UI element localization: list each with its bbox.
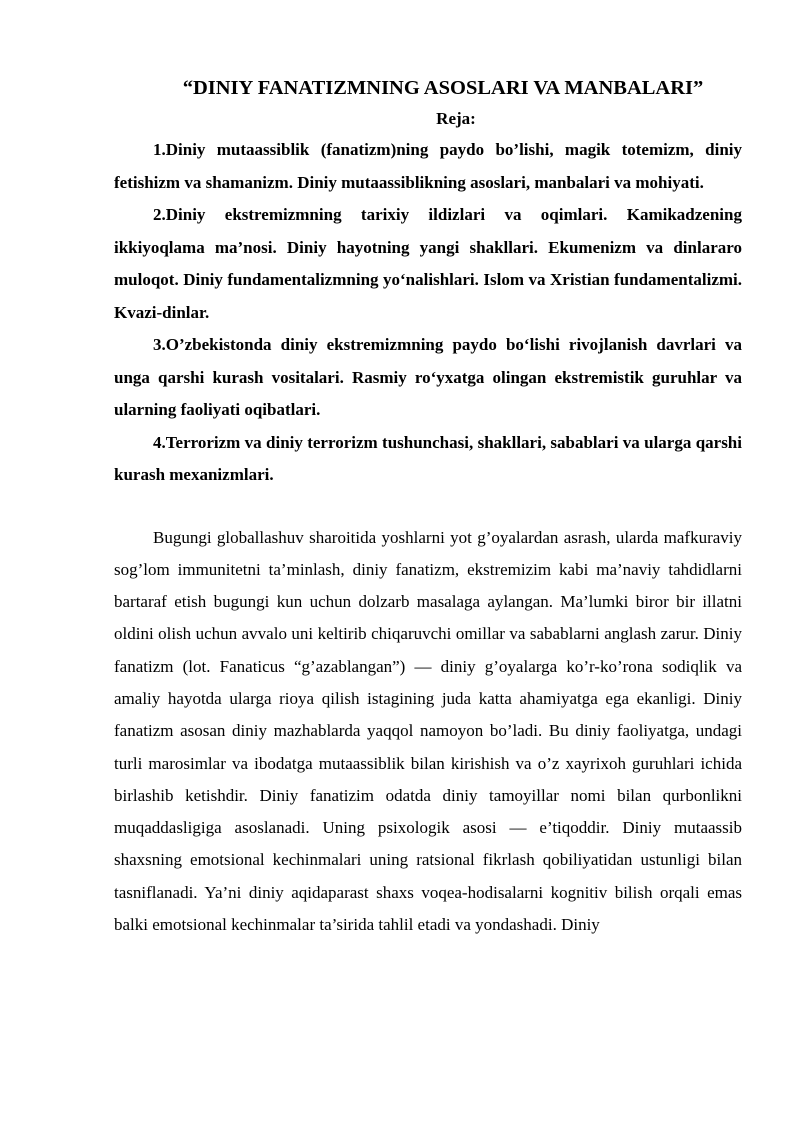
document-page	[114, 74, 742, 941]
plan-item: 1.Diniy mutaassiblik (fanatizm)ning paydo bo’lishi, magik totemizm, diniy fetishizm va shamanizm. Diniy mutaassiblikning asoslari, manbalari va mohiyati.	[114, 140, 742, 192]
document-title: “DINIY FANATIZMNING ASOSLARI VA MANBALARI”	[182, 77, 704, 99]
plan-item: 2.Diniy ekstremizmning tarixiy ildizlari va oqimlari. Kamikadzening ikkiyoqlama ma’nosi. Diniy hayotning yangi shakllari. Ekumenizm va dinlararo muloqot. Diniy fundamentalizmning yo‘nalishlari. Islom va Xristian fundamentalizmi. Kvazi-dinlar.	[114, 205, 742, 322]
plan-list	[114, 134, 742, 492]
body-paragraph: Bugungi globallashuv sharoitida yoshlarni yot g’oyalardan asrash, ularda mafkuraviy sog’lom immunitetni ta’minlash, diniy fanatizm, ekstremizim kabi ma’naviy tahdidlarni bartaraf etish bugungi kun uchun dolzarb masalaga aylangan. Ma’lumki biror bir illatni oldini olish uchun avvalo uni keltirib chiqaruvchi omillar va sabablarni anglash zarur. Diniy fanatizm (lot. Fanaticus “g’azablangan”) — diniy g’oyalarga ko’r-ko’rona sodiqlik va amaliy hayotda ularga rioya qilish istagining juda katta ahamiyatga ega ekanligi. Diniy fanatizm asosan diniy mazhablarda yaqqol namoyon bo’ladi. Bu diniy faoliyatga, undagi turli marosimlar va ibodatga mutaassiblik bilan kirishish va o’z xayrixoh guruhlari ichida birlashib ketishdir. Diniy fanatizim odatda diniy tamoyillar nomi bilan qurbonlikni muqaddasligiga asoslanadi. Uning psixologik asosi — e’tiqoddir. Diniy mutaassib shaxsning emotsional kechinmalari uning ratsional fikrlash qobiliyatidan ustunligi bilan tasniflanadi. Ya’ni diniy aqidaparast shaxs voqea-hodisalarni kognitiv bilish orqali emas balki emotsional kechinmalar ta’sirida tahlil etadi va yondashadi. Diniy	[114, 527, 742, 935]
plan-heading: Reja:	[436, 109, 476, 128]
plan-item: 3.O’zbekistonda diniy ekstremizmning paydo bo‘lishi rivojlanish davrlari va unga qarshi kurash vositalari. Rasmiy ro‘yxatga olingan ekstremistik guruhlar va ularning faoliyati oqibatlari.	[114, 335, 742, 419]
plan-item: 4.Terrorizm va diniy terrorizm tushunchasi, shakllari, sabablari va ularga qarshi kurash mexanizmlari.	[114, 432, 742, 484]
